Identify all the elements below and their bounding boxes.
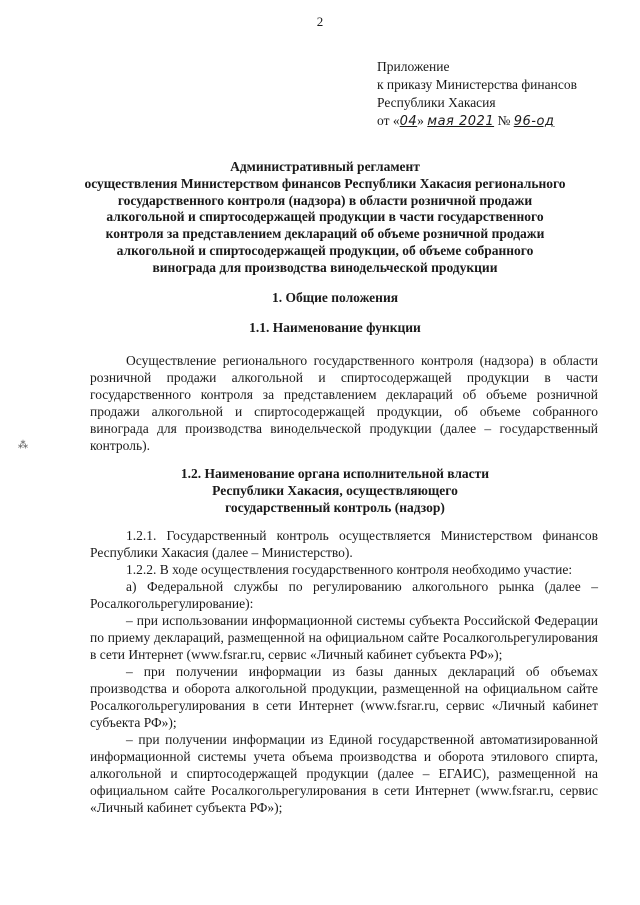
- title-line-2: осуществления Министерством финансов Республики Хакасия регионального: [84, 175, 566, 191]
- section-1-2-heading-line-1: 1.2. Наименование органа исполнительной власти: [180, 466, 490, 481]
- date-prefix: от «: [377, 113, 400, 128]
- paragraph-dash-2: – при получении информации из базы данных деклараций об объемах производства и оборота алкогольной продукции, размещенной на официальном сайте Росалкогольрегулирования в сети Интернет (www.fsrar.ru, сервис «Личный кабинет субъекта РФ»);: [90, 664, 598, 730]
- section-1-1-heading: 1.1. Наименование функции: [249, 320, 421, 335]
- number-label: №: [497, 113, 511, 128]
- order-number: 96-од: [513, 114, 555, 129]
- section-1-2-heading-line-2: Республики Хакасия, осуществляющего: [212, 483, 458, 498]
- title-line-3: государственного контроля (надзора) в области розничной продажи: [117, 192, 533, 208]
- section-1-1-body: [90, 352, 598, 454]
- appendix-date-line: [377, 112, 627, 131]
- title-line-7: винограда для производства винодельческой продукции: [152, 259, 498, 275]
- title-line-1: Административный регламент: [230, 159, 420, 174]
- appendix-line-1: Приложение: [377, 59, 450, 74]
- title-line-4: алкогольной и спиртосодержащей продукции в части государственного: [106, 209, 544, 225]
- appendix-line-3: Республики Хакасия: [377, 95, 496, 110]
- section-1-2-body: [90, 527, 598, 816]
- title-line-5: контроля за представлением деклараций об объеме розничной продажи: [105, 226, 545, 242]
- section-1-heading: 1. Общие положения: [271, 290, 399, 305]
- paragraph-dash-1: – при использовании информационной системы субъекта Российской Федерации по приему деклараций, размещенной на официальном сайте Росалкогольрегулирования в сети Интернет (www.fsrar.ru, сервис «Личный кабинет субъекта РФ»);: [90, 613, 598, 662]
- date-month-year: мая 2021: [427, 114, 495, 129]
- margin-mark: ⁂: [18, 440, 28, 451]
- paragraph-a: а) Федеральной службы по регулированию алкогольного рынка (далее – Росалкогольрегулирование):: [90, 579, 598, 611]
- section-1-2-heading-line-3: государственный контроль (надзор): [225, 500, 445, 515]
- section-1-2-heading: [75, 465, 595, 516]
- title-line-6: алкогольной и спиртосодержащей продукции, об объеме собранного: [116, 242, 534, 258]
- paragraph-1-2-1: 1.2.1. Государственный контроль осуществляется Министерством финансов Республики Хакасия (далее – Министерство).: [90, 528, 598, 560]
- paragraph-dash-3: – при получении информации из Единой государственной автоматизированной информационной системы учета объема производства и оборота этилового спирта, алкогольной и спиртосодержащей продукции (далее – ЕГАИС), размещенной на официальном сайте Росалкогольрегулирования в сети Интернет (www.fsrar.ru, сервис «Личный кабинет субъекта РФ»);: [90, 732, 598, 815]
- date-sep: »: [417, 113, 424, 128]
- paragraph-1-2-2: 1.2.2. В ходе осуществления государственного контроля необходимо участие:: [126, 562, 573, 577]
- appendix-block: [377, 58, 627, 131]
- section-1-1-paragraph: Осуществление регионального государственного контроля (надзора) в области розничной продажи алкогольной и спиртосодержащей продукции в части государственного контроля за представлением деклараций об объеме розничной продажи алкогольной и спиртосодержащей продукции, об объеме собранного винограда для производства винодельческой продукции (далее – государственный контроль).: [90, 353, 598, 453]
- appendix-line-2: к приказу Министерства финансов: [377, 77, 577, 92]
- page-number: 2: [316, 14, 324, 29]
- document-title: [75, 159, 575, 277]
- date-day: 04: [399, 114, 418, 129]
